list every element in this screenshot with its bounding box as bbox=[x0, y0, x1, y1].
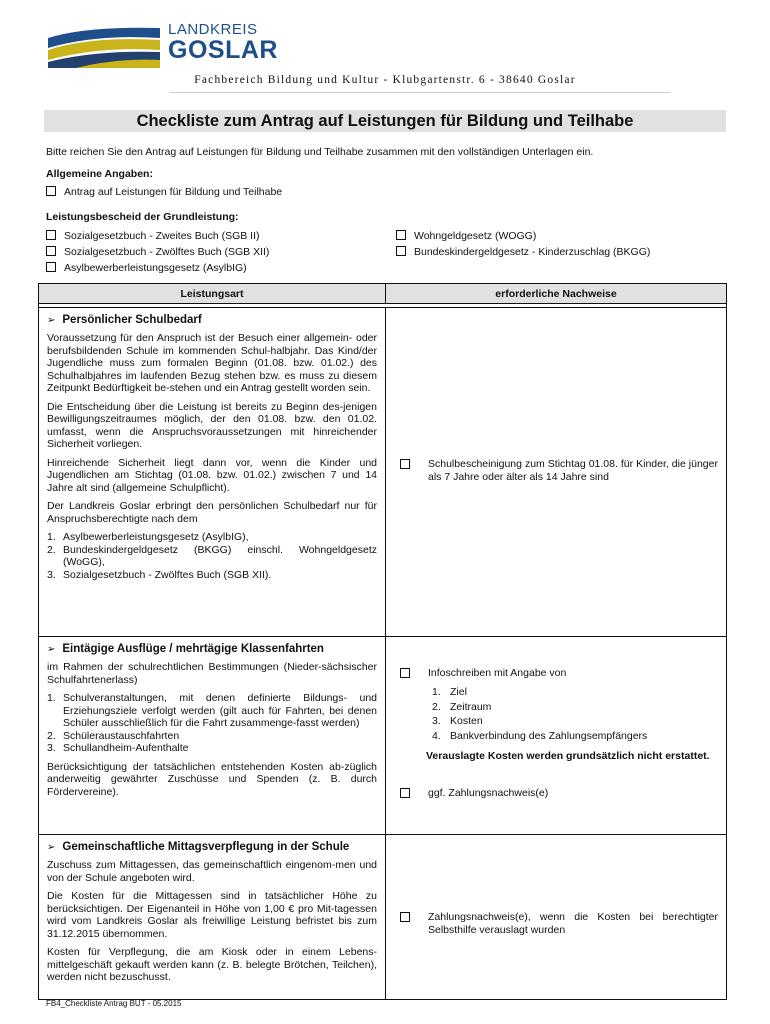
section-mittagsverpflegung bbox=[39, 834, 726, 999]
basis-item-label: Sozialgesetzbuch - Zwölftes Buch (SGB XII) bbox=[64, 246, 270, 258]
checkbox-wogg[interactable] bbox=[396, 230, 406, 240]
proof-text: Schulbescheinigung zum Stichtag 01.08. für Kinder, die jünger als 7 Jahre oder älter als 14 Jahre sind bbox=[428, 458, 718, 483]
checkbox-zahlungsnachweis-mittag[interactable] bbox=[400, 912, 410, 922]
list-number: 1. bbox=[47, 692, 56, 704]
list-number: 4. bbox=[432, 729, 441, 742]
basis-item-label: Wohngeldgesetz (WOGG) bbox=[414, 230, 537, 242]
basis-item-label: Sozialgesetzbuch - Zweites Buch (SGB II) bbox=[64, 230, 260, 242]
checklist-table bbox=[38, 283, 727, 1000]
list-text: Kosten bbox=[450, 715, 483, 727]
section-heading-text: Eintägige Ausflüge / mehrtägige Klassenfahrten bbox=[62, 643, 324, 655]
logo-waves-icon bbox=[46, 24, 162, 70]
list-text: Sozialgesetzbuch - Zwölftes Buch (SGB XII). bbox=[63, 568, 272, 581]
title-bar bbox=[44, 110, 726, 132]
numbered-list bbox=[47, 692, 377, 755]
checkbox-infoschreiben[interactable] bbox=[400, 668, 410, 678]
arrow-bullet-icon: ➢ bbox=[47, 315, 56, 326]
paragraph: Die Entscheidung über die Leistung ist bereits zu Beginn des-jenigen Bewilligungszeitraumes möglich, der den 01.08. bzw. den 01.02. umfasst, wenn die Anspruchsvoraussetzungen mit hinreichender Sicherheit vorliegen. bbox=[47, 400, 377, 450]
proof-item bbox=[400, 787, 718, 800]
list-number: 1. bbox=[47, 531, 56, 543]
basis-item-label: Bundeskindergeldgesetz - Kinderzuschlag (BKGG) bbox=[414, 246, 651, 258]
list-number: 3. bbox=[47, 568, 56, 581]
paragraph: Der Landkreis Goslar erbringt den persönlichen Schulbedarf nur für Anspruchsberechtigte nach dem bbox=[47, 500, 377, 525]
paragraph: Die Kosten für die Mittagessen sind in tatsächlicher Höhe zu berücksichtigen. Der Eigenanteil in Höhe von 1,00 € pro Mit-tagessen wird vom Landkreis Goslar als freiwillige Leistung befristet bis zum 31.12.2015 übernommen. bbox=[47, 890, 377, 940]
list-text: Schulveranstaltungen, mit denen definierte Bildungs- und Erziehungsziele verfolgt werden (gilt auch für Fahrten, bei denen Schüler ausschließlich für die Fahrt zusammenge-fasst werden) bbox=[63, 692, 377, 729]
list-text: Bankverbindung des Zahlungsempfängers bbox=[450, 729, 648, 742]
proof-text: Zahlungsnachweis(e), wenn die Kosten bei berechtigter Selbsthilfe verauslagt wurden bbox=[428, 911, 718, 936]
list-item bbox=[432, 714, 647, 729]
list-number: 2. bbox=[432, 700, 441, 713]
basis-item-bkgg bbox=[396, 246, 650, 258]
list-number: 1. bbox=[432, 686, 441, 698]
general-heading: Allgemeine Angaben: bbox=[46, 168, 153, 180]
paragraph: Hinreichende Sicherheit liegt dann vor, wenn die Kinder und Jugendlichen am Stichtag (01.08. bzw. 01.02.) zwischen 7 und 14 Jahre alt sind (allgemeine Schulpflicht). bbox=[47, 456, 377, 494]
proof-item bbox=[400, 911, 718, 936]
arrow-bullet-icon: ➢ bbox=[47, 842, 56, 853]
general-item-label: Antrag auf Leistungen für Bildung und Teilhabe bbox=[64, 186, 283, 198]
basis-item-asylbig bbox=[46, 262, 247, 274]
paragraph: im Rahmen der schulrechtlichen Bestimmungen (Nieder-sächsischer Schulfahrtenerlass) bbox=[47, 661, 377, 686]
checkbox-sgb12[interactable] bbox=[46, 246, 56, 256]
logo-text-goslar: GOSLAR bbox=[168, 36, 278, 64]
proof-item bbox=[400, 458, 718, 483]
section-heading bbox=[47, 643, 377, 655]
landkreis-goslar-logo bbox=[46, 22, 276, 72]
header-divider bbox=[170, 92, 670, 93]
paragraph: Voraussetzung für den Anspruch ist der Besuch einer allgemein- oder berufsbildenden Schule im kommenden Schul-halbjahr. Das Kind/der Jugendliche muss zum formalen Beginn (01.08. bzw. 01.02.) des Schulhalbjahres im laufenden Bezug stehen bzw. es muss zu diesem Zeitpunkt Bedürftigkeit be-stehen und ein Antrag gestellt worden sein. bbox=[47, 332, 377, 394]
list-text: Schullandheim-Aufenthalte bbox=[63, 742, 189, 754]
general-item bbox=[46, 186, 282, 198]
checkbox-antrag[interactable] bbox=[46, 186, 56, 196]
proof-text: Infoschreiben mit Angabe von bbox=[428, 667, 567, 679]
checkbox-schulbescheinigung[interactable] bbox=[400, 459, 410, 469]
checkbox-asylbig[interactable] bbox=[46, 262, 56, 272]
list-number: 2. bbox=[47, 543, 56, 556]
basis-item-sgb2 bbox=[46, 230, 260, 242]
proof-item bbox=[400, 667, 718, 680]
list-item bbox=[47, 692, 377, 730]
section-left bbox=[39, 308, 386, 636]
table-header bbox=[39, 284, 726, 304]
section-heading bbox=[47, 841, 377, 853]
section-right bbox=[386, 308, 726, 636]
list-text: Ziel bbox=[450, 686, 467, 698]
basis-item-wogg bbox=[396, 230, 536, 242]
paragraph: Berücksichtigung der tatsächlichen entstehenden Kosten ab-züglich anderweitig gewährter Zuschüsse und Spenden (z. B. durch Fördervereine). bbox=[47, 760, 377, 798]
section-right bbox=[386, 637, 726, 834]
basis-item-sgb12 bbox=[46, 246, 269, 258]
checkbox-bkgg[interactable] bbox=[396, 246, 406, 256]
section-heading-text: Persönlicher Schulbedarf bbox=[62, 314, 202, 326]
list-number: 3. bbox=[47, 742, 56, 754]
list-item bbox=[432, 685, 647, 700]
list-text: Bundeskindergeldgesetz (BKGG) einschl. Wohngeldgesetz (WoGG), bbox=[63, 543, 377, 568]
list-text: Asylbewerberleistungsgesetz (AsylbIG), bbox=[63, 531, 249, 543]
department-address: Fachbereich Bildung und Kultur - Klubgartenstr. 6 - 38640 Goslar bbox=[194, 74, 576, 86]
column-header-nachweise: erforderliche Nachweise bbox=[495, 288, 617, 300]
paragraph: Zuschuss zum Mittagessen, das gemeinschaftlich eingenom-men und von der Schule angeboten wird. bbox=[47, 859, 377, 884]
section-right bbox=[386, 835, 726, 999]
paragraph: Kosten für Verpflegung, die am Kiosk oder in einem Lebens-mittelgeschäft gekauft werden kann (z. B. belegte Brötchen, Teilchen), werden nicht bezuschusst. bbox=[47, 946, 377, 983]
footer-text: FB4_Checkliste Antrag BUT - 05.2015 bbox=[46, 999, 182, 1008]
list-number: 3. bbox=[432, 715, 441, 727]
section-schulbedarf bbox=[39, 307, 726, 636]
proof-list bbox=[432, 685, 647, 743]
list-item bbox=[47, 730, 377, 743]
logo-text-landkreis: LANDKREIS bbox=[168, 21, 258, 38]
checkbox-sgb2[interactable] bbox=[46, 230, 56, 240]
list-item bbox=[47, 742, 377, 755]
section-heading-text: Gemeinschaftliche Mittagsverpflegung in der Schule bbox=[62, 841, 350, 853]
checkbox-zahlungsnachweis[interactable] bbox=[400, 788, 410, 798]
proof-note: Verauslagte Kosten werden grundsätzlich nicht erstattet. bbox=[426, 750, 710, 762]
arrow-bullet-icon: ➢ bbox=[47, 644, 56, 655]
page-title: Checkliste zum Antrag auf Leistungen für Bildung und Teilhabe bbox=[136, 112, 634, 130]
section-heading bbox=[47, 314, 377, 326]
list-item bbox=[47, 531, 377, 544]
numbered-list bbox=[47, 531, 377, 581]
list-item bbox=[432, 729, 647, 744]
list-text: Schüleraustauschfahrten bbox=[63, 729, 180, 742]
intro-text: Bitte reichen Sie den Antrag auf Leistungen für Bildung und Teilhabe zusammen mit den vollständigen Unterlagen ein. bbox=[46, 146, 594, 158]
section-ausfluege bbox=[39, 636, 726, 834]
list-item bbox=[47, 569, 377, 582]
proof-text: ggf. Zahlungsnachweis(e) bbox=[428, 787, 549, 799]
section-left bbox=[39, 637, 386, 834]
list-item bbox=[47, 544, 377, 569]
section-left bbox=[39, 835, 386, 999]
list-number: 2. bbox=[47, 729, 56, 742]
column-header-leistungsart: Leistungsart bbox=[39, 284, 386, 303]
basis-item-label: Asylbewerberleistungsgesetz (AsylbIG) bbox=[64, 262, 247, 274]
list-text: Zeitraum bbox=[450, 700, 492, 713]
list-item bbox=[432, 700, 647, 715]
basis-heading: Leistungsbescheid der Grundleistung: bbox=[46, 211, 239, 223]
